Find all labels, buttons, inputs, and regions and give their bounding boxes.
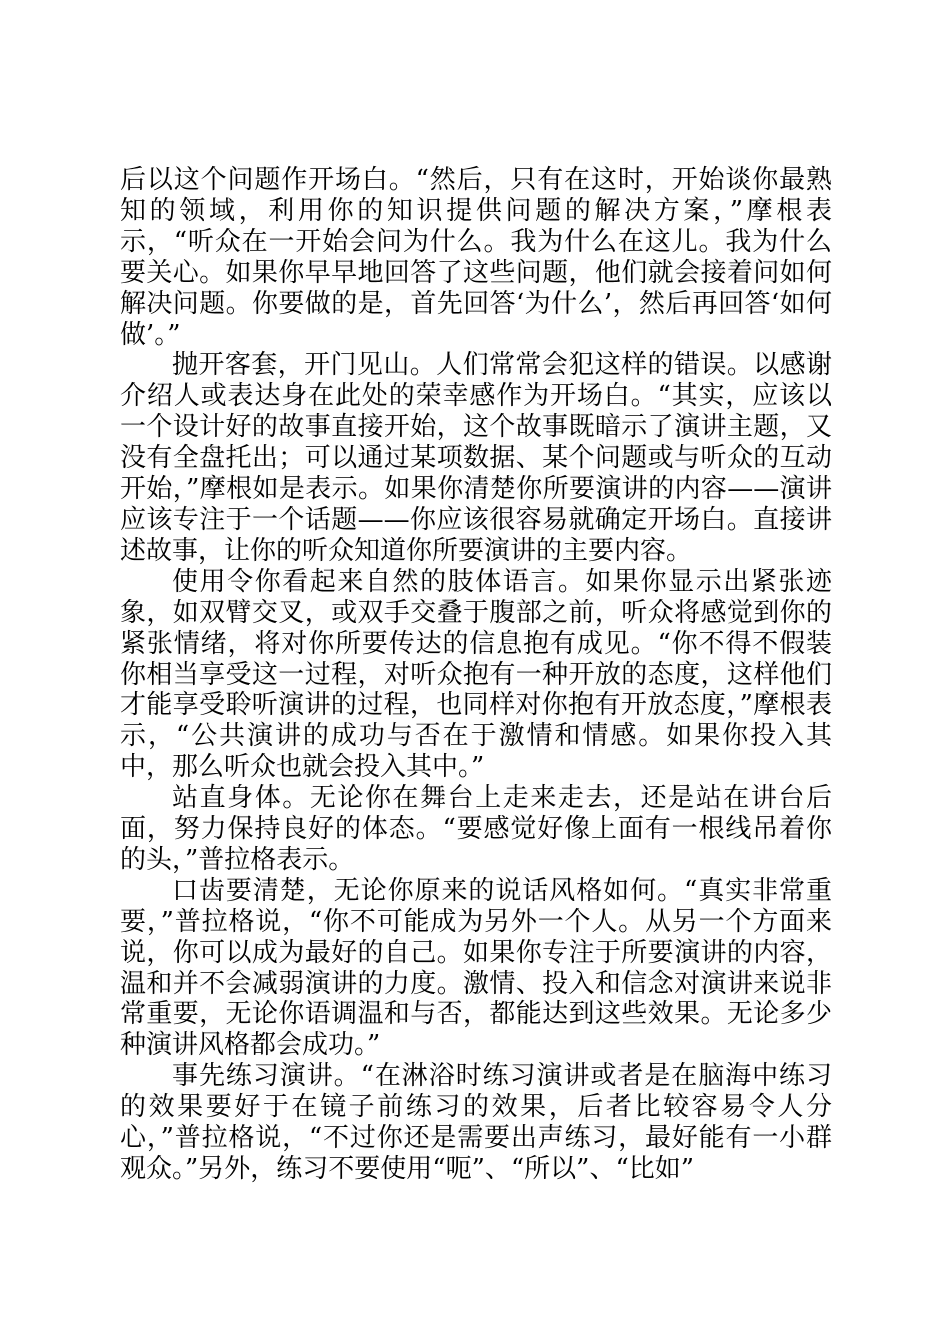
body-text — [120, 165, 832, 1185]
paragraph-4: 站直身体。无论你在舞台上走来走去，还是站在讲台后面，努力保持良好的体态。“要感觉好像上面有一根线吊着你的头，”普拉格表示。 — [120, 783, 832, 875]
paragraph-5: 口齿要清楚，无论你原来的说话风格如何。“真实非常重要，”普拉格说，“你不可能成为另外一个人。从另一个方面来说，你可以成为最好的自己。如果你专注于所要演讲的内容，温和并不会减弱演讲的力度。激情、投入和信念对演讲来说非常重要，无论你语调温和与否，都能达到这些效果。无论多少种演讲风格都会成功。” — [120, 875, 832, 1061]
paragraph-6: 事先练习演讲。“在淋浴时练习演讲或者是在脑海中练习的效果要好于在镜子前练习的效果，后者比较容易令人分心，”普拉格说，“不过你还是需要出声练习，最好能有一小群观众。”另外，练习不要使用“呃”、“所以”、“比如” — [120, 1061, 832, 1184]
paragraph-3: 使用令你看起来自然的肢体语言。如果你显示出紧张迹象，如双臂交叉，或双手交叠于腹部之前，听众将感觉到你的紧张情绪，将对你所要传达的信息抱有成见。“你不得不假装你相当享受这一过程，对听众抱有一种开放的态度，这样他们才能享受聆听演讲的过程，也同样对你抱有开放态度，”摩根表示，“公共演讲的成功与否在于激情和情感。如果你投入其中，那么听众也就会投入其中。” — [120, 566, 832, 783]
paragraph-1: 后以这个问题作开场白。“然后，只有在这时，开始谈你最熟知的领域，利用你的知识提供问题的解决方案，”摩根表示，“听众在一开始会问为什么。我为什么在这儿。我为什么要关心。如果你早早地回答了这些问题，他们就会接着问如何解决问题。你要做的是，首先回答‘为什么’，然后再回答‘如何做’。” — [120, 165, 832, 350]
paragraph-2: 抛开客套，开门见山。人们常常会犯这样的错误。以感谢介绍人或表达身在此处的荣幸感作为开场白。“其实，应该以一个设计好的故事直接开始，这个故事既暗示了演讲主题，又没有全盘托出；可以通过某项数据、某个问题或与听众的互动开始，”摩根如是表示。如果你清楚你所要演讲的内容——演讲应该专注于一个话题——你应该很容易就确定开场白。直接讲述故事，让你的听众知道你所要演讲的主要内容。 — [120, 350, 832, 566]
